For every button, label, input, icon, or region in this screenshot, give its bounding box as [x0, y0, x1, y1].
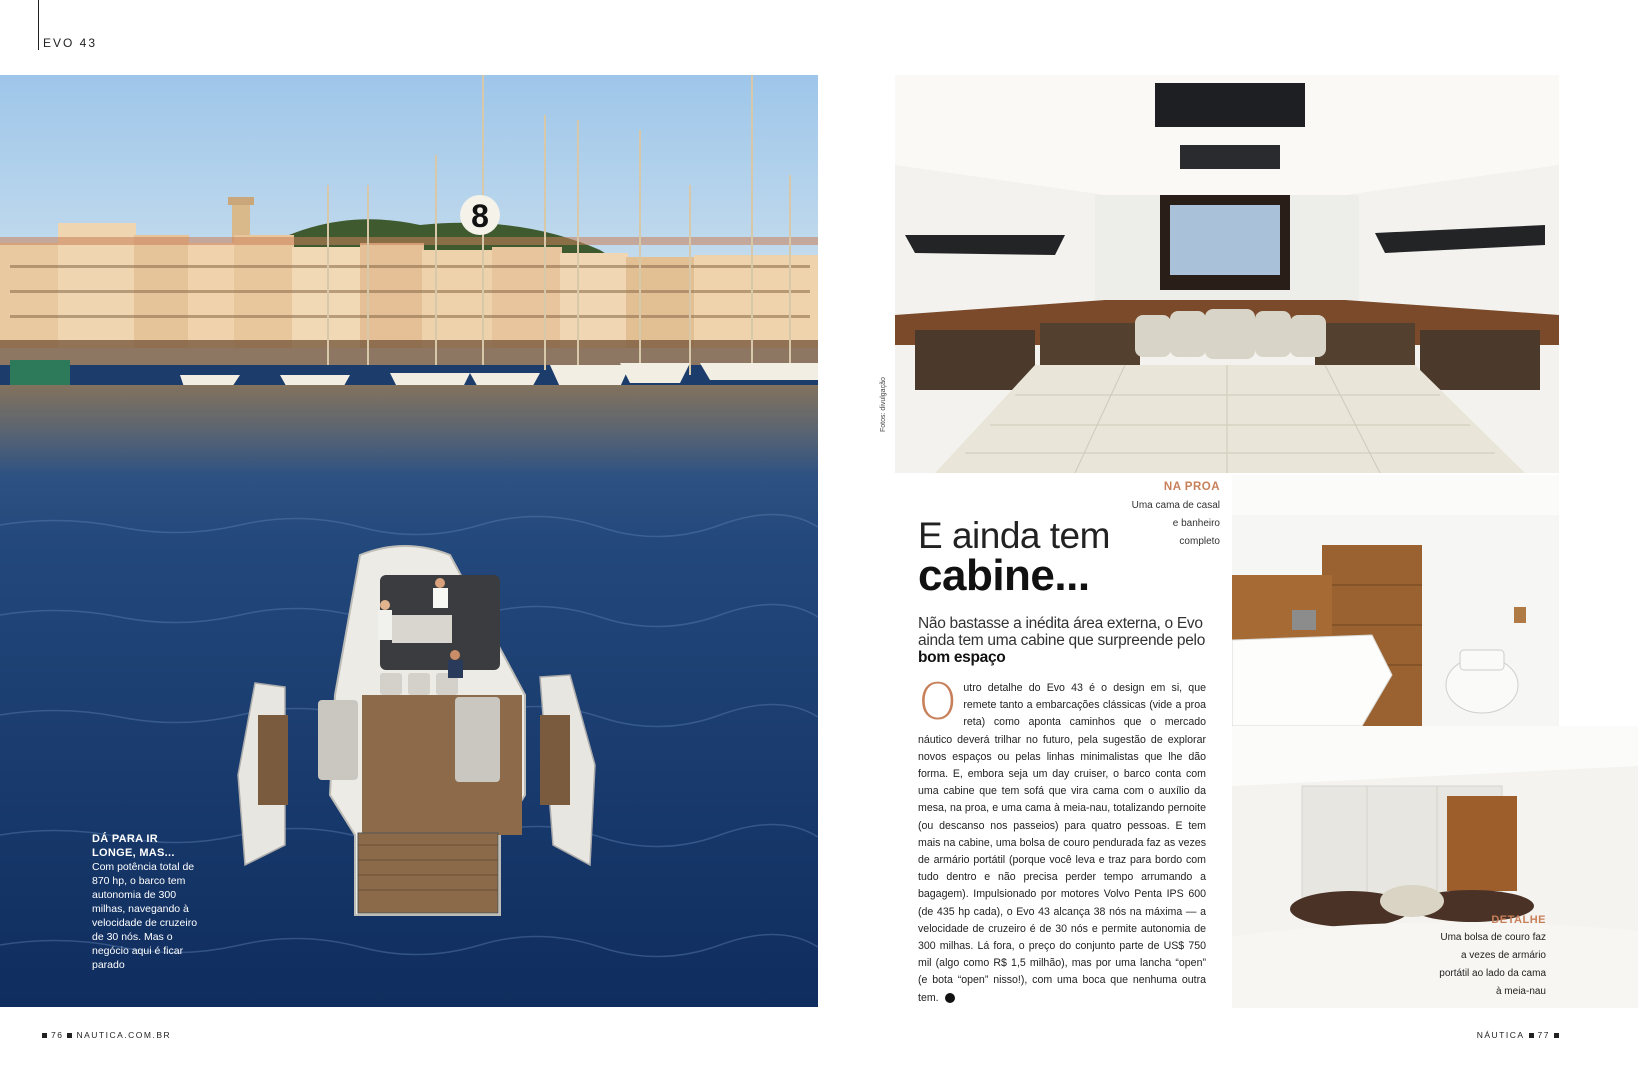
na-proa-text: Uma cama de casal e banheiro completo — [1131, 500, 1220, 547]
brand-name: NÁUTICA — [1476, 1030, 1525, 1040]
article-body — [918, 673, 1206, 1007]
folio-square-icon — [67, 1033, 72, 1038]
folio-left — [38, 1030, 171, 1040]
section-rule — [38, 0, 39, 50]
folio-square-icon — [1529, 1033, 1534, 1038]
folio-square-icon — [1554, 1033, 1559, 1038]
detalhe-caption — [1436, 914, 1546, 999]
left-photo-caption — [92, 832, 202, 972]
headline-line1: E ainda tem — [918, 515, 1110, 556]
cabin-photo — [895, 75, 1559, 473]
detalhe-text: Uma bolsa de couro faz a vezes de armário portátil ao lado da cama à meia-nau — [1439, 932, 1546, 997]
left-caption-title: DÁ PARA IR LONGE, MAS... — [92, 833, 175, 859]
left-caption-text: Com potência total de 870 hp, o barco tem autonomia de 300 milhas, navegando à velocidade de cruzeiro de 30 nós. Mas o negócio aqui é ficar parado — [92, 861, 198, 971]
site-url[interactable]: NAUTICA.COM.BR — [76, 1030, 172, 1040]
body-text: utro detalhe do Evo 43 é o design em si, que remete tanto a embarcações clássicas (vide a proa reta) como aponta caminhos que o mercado náutico deverá trilhar no futuro, pela sugestão de explorar novos espaços ou pelas linhas minimalistas que lhe dão forma. E, embora seja um day cruiser, o barco conta com uma cabine que tem sofá que vira cama com o auxílio da mesa, na proa, e uma cama à meia-nau, totalizando pernoite (ou descanso nos passeios) para quatro pessoas. E tem mais na cabine, uma bolsa de couro pendurada faz as vezes de armário portátil (porque você leva e traz para bordo com tudo dentro e não precisa perder tempo arrumando a bagagem). Impulsionado por motores Volvo Penta IPS 600 (de 435 hp cada), o Evo 43 alcança 38 nós na máxima — a velocidade de cruzeiro é de 30 nós e permite autonomia de 300 milhas. Lá fora, o preço do conjunto parte de US$ 750 mil (algo como R$ 1,5 milhão), mas por uma lancha “open” (e bota “open” nisso!), com uma boca que nenhuma outra tem. — [918, 682, 1206, 1004]
folio-square-icon — [42, 1033, 47, 1038]
bathroom-photo — [1232, 475, 1559, 726]
section-label: EVO 43 — [43, 36, 98, 50]
na-proa-title: NA PROA — [1163, 481, 1220, 493]
dropcap: O — [918, 673, 958, 731]
deck-subtitle — [918, 615, 1208, 666]
detalhe-title: DETALHE — [1491, 914, 1546, 926]
na-proa-caption — [1130, 481, 1220, 549]
folio-right — [1477, 1030, 1563, 1040]
end-mark-icon — [945, 993, 955, 1003]
headline-line2: cabine... — [918, 551, 1090, 600]
page-number-left: 76 — [51, 1030, 64, 1040]
deck-text: Não bastasse a inédita área externa, o Evo ainda tem uma cabine que surpreende pelo — [918, 615, 1206, 649]
deck-highlight: bom espaço — [918, 649, 1006, 666]
page-number-right: 77 — [1537, 1030, 1550, 1040]
bed-detail-photo — [1232, 726, 1638, 1008]
boat-number-flag: 8 — [471, 198, 489, 234]
photo-credit: Fotos: divulgação — [880, 377, 887, 432]
